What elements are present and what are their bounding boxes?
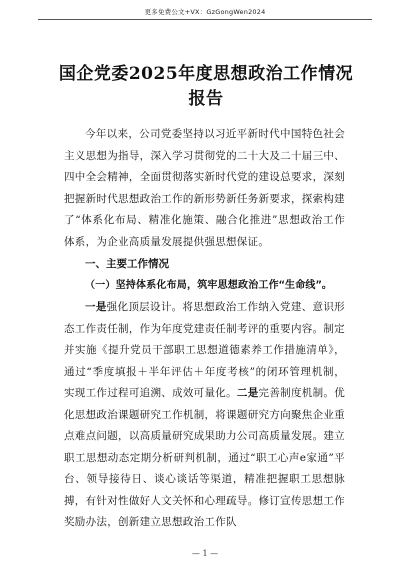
intro-paragraph: 今年以来，公司党委坚持以习近平新时代中国特色社会主义思想为指导，深入学习贯彻党的二十大及二十届三中、四中全会精神，全面贯彻落实新时代党的建设总要求，深刻把握新时代思想政治工作的新形势新任务新要求，探索构建了“体系化布局、精准化施策、融合化推进”思想政治工作体系，为企业高质量发展提供强思想保证。 (64, 128, 345, 248)
section-heading-main-work: 一、主要工作情况 (85, 258, 169, 270)
document-body (64, 124, 345, 534)
body-text-2: 完善制度机制。优化思想政治课题研究工作机制，将课题研究方向聚焦企业重点难点问题，以高质量研究成果助力公司高质量发展。建立职工思想动态定期分析研判机制，通过“职工心声e家通”平台、领导接待日、谈心谈话等渠道，精准把握职工思想脉搏，有针对性做好人文关怀和心理疏导。修订宣传思想工作奖励办法，创新建立思想政治工作队 (64, 387, 345, 528)
header-divider (38, 19, 372, 20)
body-text-1: 强化顶层设计。将思想政治工作纳入党建、意识形态工作责任制，作为年度党建责任制考评的重要内容。制定并实施《提升党员干部职工思想道德素养工作措施清单》，通过“季度填报＋半年评估＋年度考核”的闭环管理机制，实现工作过程可追溯、成效可量化。 (64, 301, 345, 399)
subsection-heading-1: （一）坚持体系化布局，筑牢思想政治工作“生命线”。 (85, 280, 333, 291)
document-title: 国企党委2025年度思想政治工作情况报告 (58, 64, 354, 109)
lead-marker-1: 一是 (85, 301, 107, 313)
lead-marker-2: 二是 (236, 387, 259, 399)
page-number: — 1 — (191, 549, 219, 558)
header-promo-note: 更多免费公文+VX：GzGongWen2024 (144, 8, 266, 16)
body-paragraph (64, 297, 345, 534)
